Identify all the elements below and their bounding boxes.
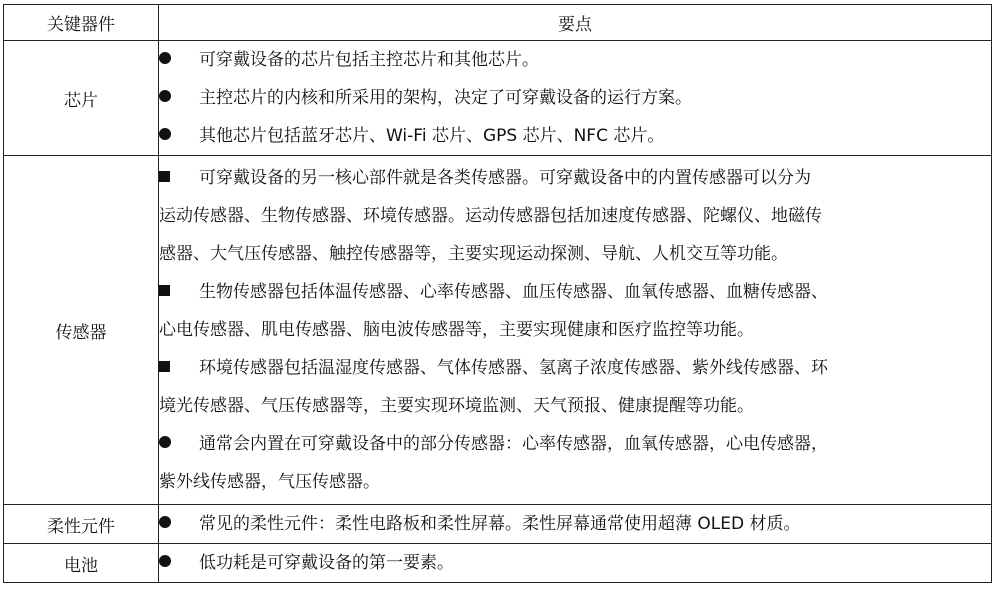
- table-row-flexible-components: [4, 505, 992, 544]
- point-text: 低功耗是可穿戴设备的第一要素。: [199, 553, 454, 573]
- header-key-component: 关键器件: [4, 5, 159, 41]
- header-key-points: 要点: [159, 5, 992, 41]
- list-item: [159, 41, 991, 79]
- bullet-square-icon: [159, 159, 199, 197]
- bullet-circle-icon: [159, 505, 199, 543]
- list-item-continuation: [159, 197, 991, 235]
- list-item: [159, 505, 991, 543]
- bullet-circle-icon: [159, 425, 199, 463]
- bullet-circle-icon: [159, 544, 199, 582]
- bullet-square-icon: [159, 273, 199, 311]
- row-name-flexible-components: 柔性元件: [4, 505, 159, 544]
- list-item: [159, 273, 991, 311]
- point-text: 运动传感器、生物传感器、环境传感器。运动传感器包括加速度传感器、陀螺仪、地磁传: [159, 206, 822, 226]
- bullet-circle-icon: [159, 79, 199, 117]
- list-item-continuation: [159, 387, 991, 425]
- point-text: 环境传感器包括温湿度传感器、气体传感器、氢离子浓度传感器、紫外线传感器、环: [199, 358, 828, 378]
- point-text: 常见的柔性元件：柔性电路板和柔性屏幕。柔性屏幕通常使用超薄 OLED 材质。: [199, 514, 801, 534]
- point-text: 心电传感器、肌电传感器、脑电波传感器等，主要实现健康和医疗监控等功能。: [159, 320, 754, 340]
- table-row-chip: [4, 41, 992, 156]
- point-text: 紫外线传感器，气压传感器。: [159, 472, 380, 492]
- bullet-square-icon: [159, 349, 199, 387]
- row-name-sensor: 传感器: [4, 156, 159, 505]
- list-item: [159, 159, 991, 197]
- point-text: 可穿戴设备的另一核心部件就是各类传感器。可穿戴设备中的内置传感器可以分为: [199, 168, 811, 188]
- list-item-continuation: [159, 311, 991, 349]
- point-text: 主控芯片的内核和所采用的架构，决定了可穿戴设备的运行方案。: [199, 88, 692, 108]
- list-item: [159, 425, 991, 463]
- table-row-battery: [4, 544, 992, 583]
- point-text: 可穿戴设备的芯片包括主控芯片和其他芯片。: [199, 50, 539, 70]
- key-components-table: [3, 4, 992, 583]
- row-name-battery: 电池: [4, 544, 159, 583]
- bullet-circle-icon: [159, 41, 199, 79]
- row-name-chip: 芯片: [4, 41, 159, 156]
- point-text: 其他芯片包括蓝牙芯片、Wi-Fi 芯片、GPS 芯片、NFC 芯片。: [199, 126, 665, 146]
- row-points-battery: [159, 544, 992, 583]
- row-points-sensor: [159, 156, 992, 505]
- point-text: 感器、大气压传感器、触控传感器等，主要实现运动探测、导航、人机交互等功能。: [159, 244, 788, 264]
- list-item: [159, 79, 991, 117]
- point-text: 境光传感器、气压传感器等，主要实现环境监测、天气预报、健康提醒等功能。: [159, 396, 754, 416]
- list-item-continuation: [159, 235, 991, 273]
- list-item: [159, 349, 991, 387]
- list-item: [159, 117, 991, 155]
- point-text: 通常会内置在可穿戴设备中的部分传感器：心率传感器，血氧传感器，心电传感器，: [199, 434, 828, 454]
- point-text: 生物传感器包括体温传感器、心率传感器、血压传感器、血氧传感器、血糖传感器、: [199, 282, 828, 302]
- table-row-sensor: [4, 156, 992, 505]
- table-header-row: [4, 5, 992, 41]
- row-points-chip: [159, 41, 992, 156]
- row-points-flexible-components: [159, 505, 992, 544]
- list-item: [159, 544, 991, 582]
- list-item-continuation: [159, 463, 991, 501]
- bullet-circle-icon: [159, 117, 199, 155]
